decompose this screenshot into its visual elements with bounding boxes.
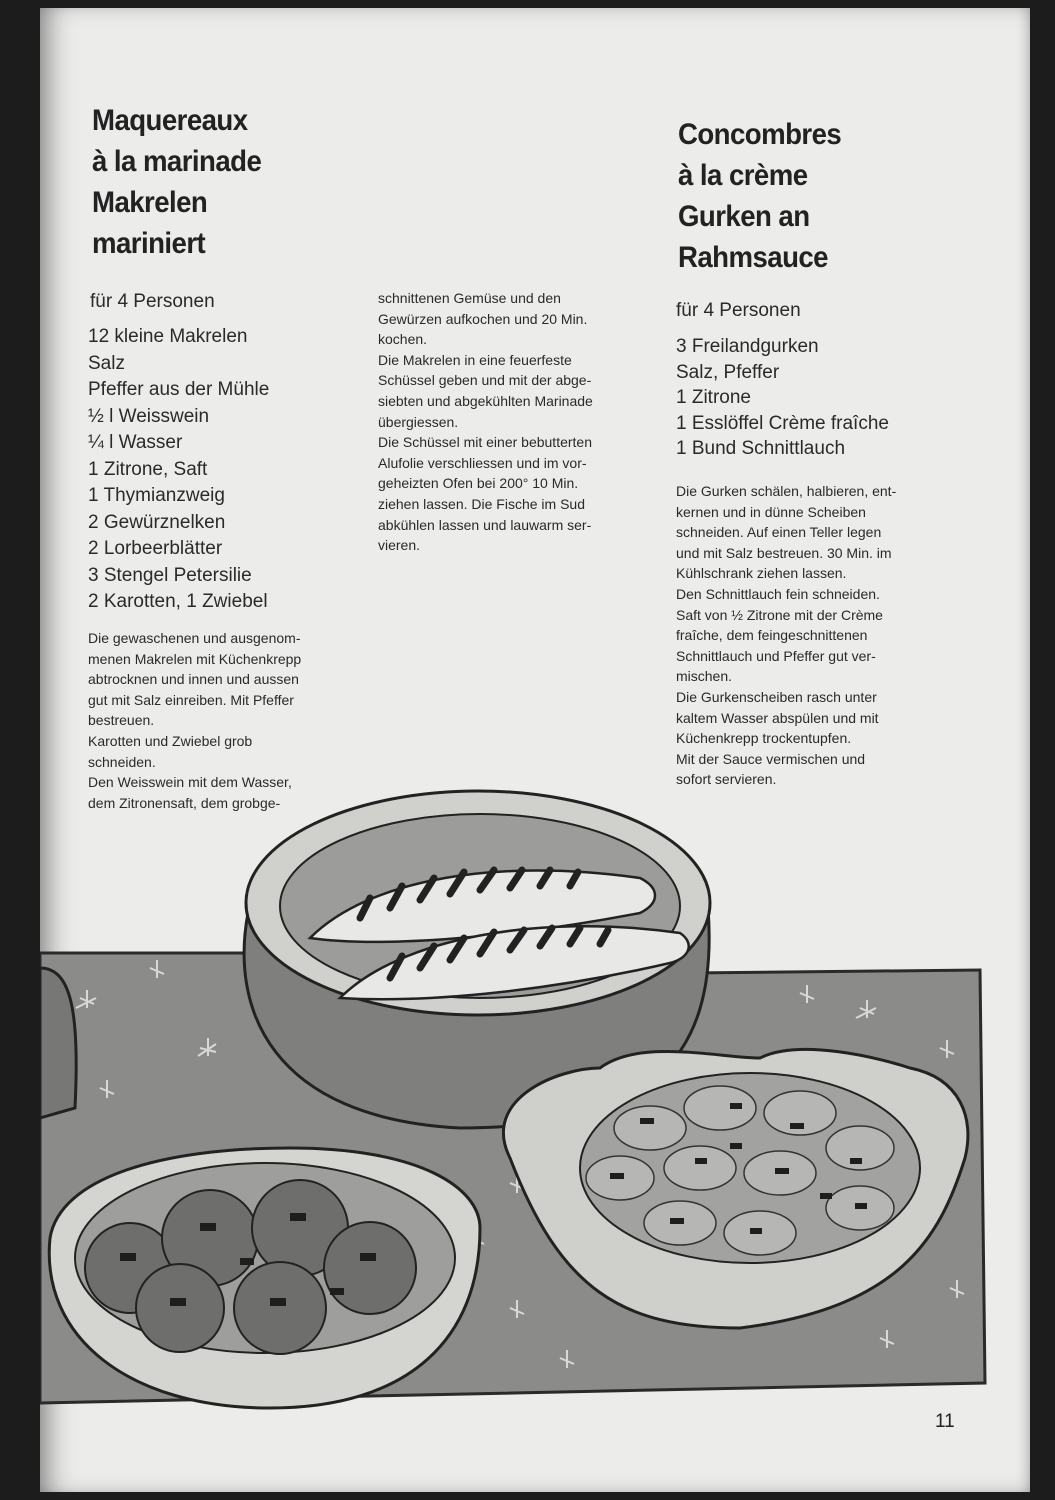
ingredient-item: 2 Gewürznelken bbox=[88, 511, 226, 533]
instruction-line: vieren. bbox=[378, 537, 421, 554]
recipe1-title-line: à la marinade bbox=[92, 145, 262, 178]
recipe2-title-line: à la crème bbox=[678, 159, 808, 192]
instruction-line: Die Gurken schälen, halbieren, ent- bbox=[676, 483, 897, 499]
instruction-line: fraîche, dem feingeschnittenen bbox=[676, 627, 868, 644]
ingredient-item: 1 Zitrone, Saft bbox=[88, 458, 208, 480]
instruction-line: gut mit Salz einreiben. Mit Pfeffer bbox=[88, 691, 294, 708]
ingredient-item: 2 Lorbeerblätter bbox=[88, 538, 223, 559]
instruction-line: schneiden. Auf einen Teller legen bbox=[676, 524, 882, 541]
ingredient-item: Pfeffer aus der Mühle bbox=[88, 379, 270, 400]
instruction-line: Küchenkrepp trockentupfen. bbox=[676, 730, 852, 747]
instruction-line: Karotten und Zwiebel grob bbox=[88, 732, 253, 749]
recipe1-title-line: Maquereaux bbox=[92, 104, 248, 137]
instruction-line: Kühlschrank ziehen lassen. bbox=[676, 565, 847, 582]
instruction-line: Mit der Sauce vermischen und bbox=[676, 750, 866, 767]
ingredient-item: Salz bbox=[88, 352, 125, 374]
instruction-line: abtrocknen und innen und aussen bbox=[88, 671, 299, 688]
ingredient-item: 2 Karotten, 1 Zwiebel bbox=[88, 591, 268, 612]
instruction-line: Gewürzen aufkochen und 20 Min. bbox=[378, 310, 588, 327]
instruction-line: Den Weisswein mit dem Wasser, bbox=[88, 774, 292, 791]
instruction-line: abkühlen lassen und lauwarm ser- bbox=[378, 516, 592, 533]
ingredient-item: 1 Zitrone bbox=[676, 387, 751, 408]
page-number: 11 bbox=[935, 1411, 955, 1432]
instruction-line: kernen und in dünne Scheiben bbox=[676, 503, 866, 520]
book-page bbox=[40, 8, 1030, 1492]
instruction-line: übergiessen. bbox=[378, 413, 459, 430]
instruction-line: Die Makrelen in eine feuerfeste bbox=[378, 351, 572, 368]
instruction-line: schnittenen Gemüse und den bbox=[378, 290, 561, 306]
instruction-line: menen Makrelen mit Küchenkrepp bbox=[88, 650, 302, 667]
instruction-line: geheizten Ofen bei 200° 10 Min. bbox=[378, 475, 579, 492]
instruction-line: ziehen lassen. Die Fische im Sud bbox=[378, 495, 585, 512]
instruction-line: Die Gurkenscheiben rasch unter bbox=[676, 688, 877, 705]
recipe1-title-line: mariniert bbox=[92, 227, 206, 260]
instruction-line: Die gewaschenen und ausgenom- bbox=[88, 630, 301, 646]
instruction-line: und mit Salz bestreuen. 30 Min. im bbox=[676, 544, 892, 561]
recipe1-servings: für 4 Personen bbox=[90, 291, 215, 312]
recipe1-title-line: Makrelen bbox=[92, 186, 208, 219]
recipe2-title-line: Rahmsauce bbox=[678, 241, 828, 274]
instruction-line: Saft von ½ Zitrone mit der Crème bbox=[676, 606, 883, 623]
recipe2-title-line: Concombres bbox=[678, 118, 842, 151]
ingredient-item: Salz, Pfeffer bbox=[676, 361, 780, 383]
food-illustration bbox=[40, 8, 1030, 1492]
ingredient-item: ¼ l Wasser bbox=[88, 432, 183, 453]
ingredient-item: 1 Bund Schnittlauch bbox=[676, 438, 846, 459]
instruction-line: siebten und abgekühlten Marinade bbox=[378, 392, 593, 409]
instruction-line: sofort servieren. bbox=[676, 771, 777, 788]
instruction-line: schneiden. bbox=[88, 753, 156, 770]
instruction-line: kaltem Wasser abspülen und mit bbox=[676, 709, 879, 726]
ingredient-item: ½ l Weisswein bbox=[88, 405, 210, 427]
instruction-line: Schüssel geben und mit der abge- bbox=[378, 372, 592, 389]
instruction-line: Die Schüssel mit einer bebutterten bbox=[378, 434, 592, 451]
ingredient-item: 3 Freilandgurken bbox=[676, 336, 819, 357]
ingredient-item: 1 Thymianzweig bbox=[88, 485, 225, 506]
instruction-line: dem Zitronensaft, dem grobge- bbox=[88, 794, 281, 811]
instruction-line: bestreuen. bbox=[88, 712, 155, 729]
instruction-line: Alufolie verschliessen und im vor- bbox=[378, 454, 587, 471]
ingredient-item: 1 Esslöffel Crème fraîche bbox=[676, 412, 889, 434]
recipe2-title-line: Gurken an bbox=[678, 200, 810, 233]
instruction-line: kochen. bbox=[378, 331, 428, 348]
ingredient-item: 12 kleine Makrelen bbox=[88, 326, 248, 347]
instruction-line: mischen. bbox=[676, 668, 733, 685]
instruction-line: Schnittlauch und Pfeffer gut ver- bbox=[676, 647, 876, 664]
ingredient-item: 3 Stengel Petersilie bbox=[88, 564, 252, 586]
recipe2-servings: für 4 Personen bbox=[676, 300, 801, 321]
instruction-line: Den Schnittlauch fein schneiden. bbox=[676, 585, 880, 602]
